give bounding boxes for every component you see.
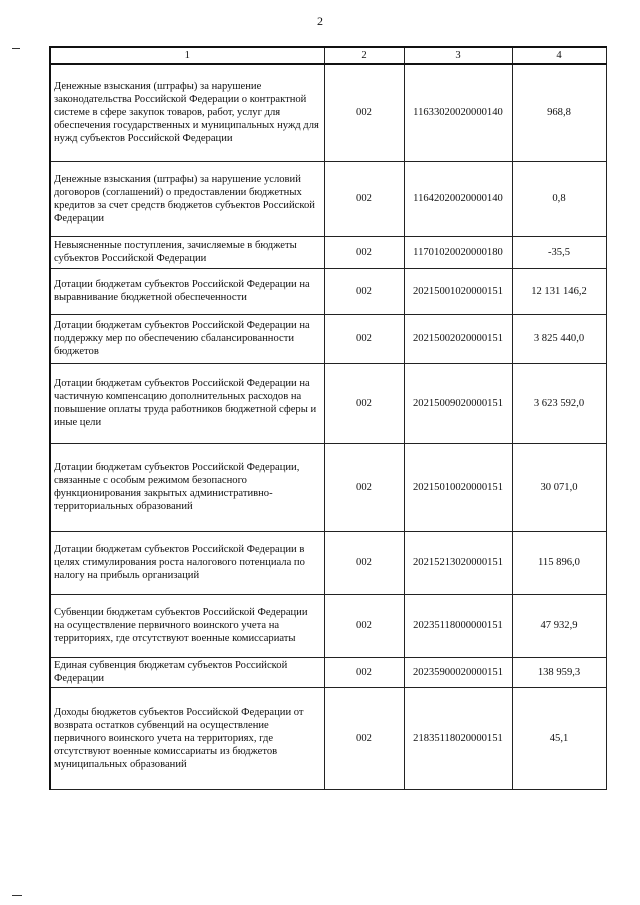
cell-name: Дотации бюджетам субъектов Российской Федерации на поддержку мер по обеспечению сбалансированности бюджетов [50,314,324,363]
table-row [50,687,606,789]
header-col-4: 4 [512,47,606,64]
table-header-row [50,47,606,64]
table-row [50,531,606,594]
cell-amount: 12 131 146,2 [512,268,606,314]
cell-admin-code: 002 [324,268,404,314]
cell-admin-code: 002 [324,363,404,443]
cell-name: Денежные взыскания (штрафы) за нарушение законодательства Российской Федерации о контрактной системе в сфере закупок товаров, работ, услуг для обеспечения государственных и муниципальных нужд для нужд субъектов Российской Федерации [50,64,324,161]
cell-name: Невыясненные поступления, зачисляемые в бюджеты субъектов Российской Федерации [50,236,324,268]
cell-budget-code: 20235900020000151 [404,657,512,687]
cell-budget-code: 20215002020000151 [404,314,512,363]
cell-budget-code: 20235118000000151 [404,594,512,657]
cell-budget-code: 11633020020000140 [404,64,512,161]
cell-name: Дотации бюджетам субъектов Российской Федерации на выравнивание бюджетной обеспеченности [50,268,324,314]
table-row [50,161,606,236]
cell-admin-code: 002 [324,657,404,687]
cell-admin-code: 002 [324,161,404,236]
cell-admin-code: 002 [324,236,404,268]
cell-budget-code: 20215010020000151 [404,443,512,531]
cell-name: Единая субвенция бюджетам субъектов Российской Федерации [50,657,324,687]
cell-amount: 138 959,3 [512,657,606,687]
cell-amount: 3 623 592,0 [512,363,606,443]
cell-admin-code: 002 [324,687,404,789]
table-row [50,657,606,687]
table-row [50,443,606,531]
cell-admin-code: 002 [324,594,404,657]
cell-budget-code: 11642020020000140 [404,161,512,236]
cell-amount: 30 071,0 [512,443,606,531]
cell-admin-code: 002 [324,443,404,531]
margin-mark-top [12,48,20,49]
header-col-1: 1 [50,47,324,64]
cell-amount: -35,5 [512,236,606,268]
header-col-2: 2 [324,47,404,64]
cell-amount: 47 932,9 [512,594,606,657]
cell-name: Субвенции бюджетам субъектов Российской Федерации на осуществление первичного воинского учета на территориях, где отсутствуют военные комиссариаты [50,594,324,657]
revenue-table [49,46,607,790]
cell-name: Денежные взыскания (штрафы) за нарушение условий договоров (соглашений) о предоставлении бюджетных кредитов за счет средств бюджетов субъектов Российской Федерации [50,161,324,236]
cell-amount: 968,8 [512,64,606,161]
cell-name: Дотации бюджетам субъектов Российской Федерации в целях стимулирования роста налогового потенциала по налогу на прибыль организаций [50,531,324,594]
cell-admin-code: 002 [324,64,404,161]
cell-budget-code: 11701020020000180 [404,236,512,268]
cell-amount: 45,1 [512,687,606,789]
cell-amount: 0,8 [512,161,606,236]
header-col-3: 3 [404,47,512,64]
cell-name: Дотации бюджетам субъектов Российской Федерации на частичную компенсацию дополнительных расходов на повышение оплаты труда работников бюджетной сферы и иные цели [50,363,324,443]
table-row [50,594,606,657]
cell-budget-code: 20215001020000151 [404,268,512,314]
cell-admin-code: 002 [324,531,404,594]
cell-name: Доходы бюджетов субъектов Российской Федерации от возврата остатков субвенций на осуществление первичного воинского учета на территориях, где отсутствуют военные комиссариаты из бюджетов муниципальных образований [50,687,324,789]
table-row [50,64,606,161]
page-number: 2 [317,14,323,28]
table-row [50,363,606,443]
cell-amount: 3 825 440,0 [512,314,606,363]
cell-admin-code: 002 [324,314,404,363]
table-row [50,314,606,363]
cell-budget-code: 20215009020000151 [404,363,512,443]
margin-mark-bottom [12,895,22,896]
cell-name: Дотации бюджетам субъектов Российской Федерации, связанные с особым режимом безопасного функционирования закрытых административно-территориальных образований [50,443,324,531]
table-row [50,268,606,314]
table-row [50,236,606,268]
cell-budget-code: 21835118020000151 [404,687,512,789]
cell-amount: 115 896,0 [512,531,606,594]
cell-budget-code: 20215213020000151 [404,531,512,594]
